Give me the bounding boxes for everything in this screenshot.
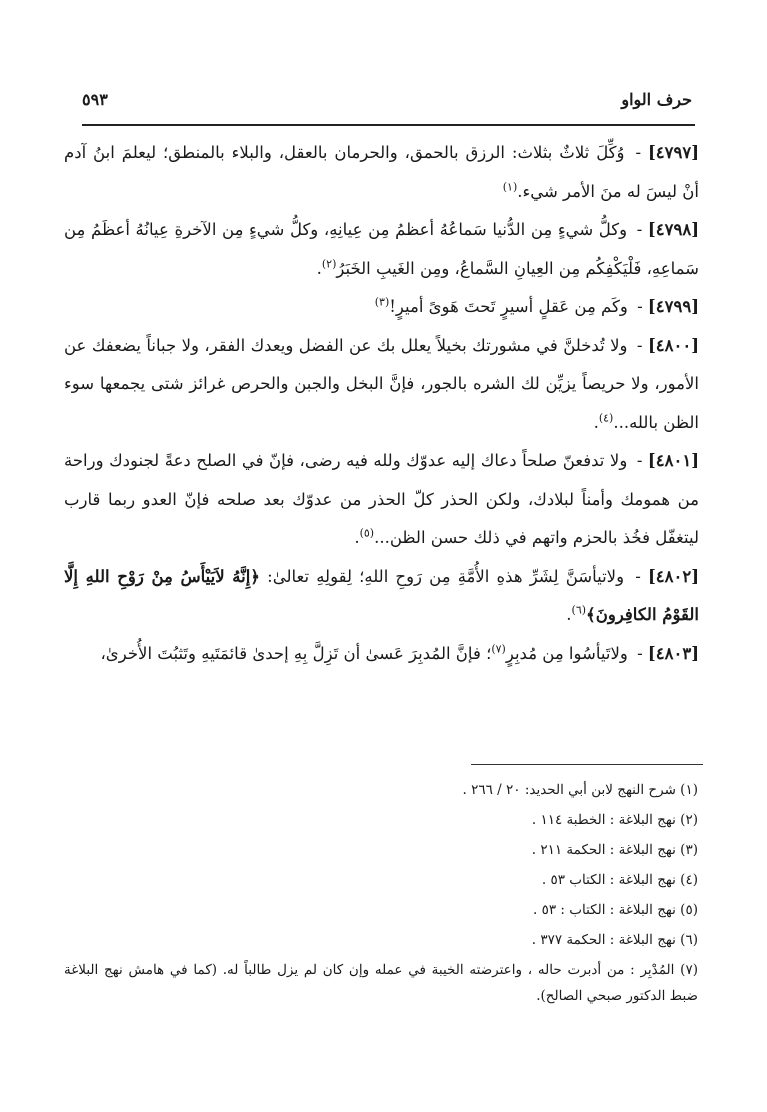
entry-4800: [٤٨٠٠] - ولا تُدخلنَّ في مشورتك بخيلاً يعلل بك عن الفضل ويعدك الفقر، ولا جباناً يضعفك عن الأمور، ولا حريصاً يزيِّن لك الشره بالجور، فإنَّ البخل والجبن والحرص غرائز شتى يجمعها سوء الظن بالله...$^{(٤)}$.	[64, 335, 700, 432]
footnote-ref: (١)	[502, 180, 518, 193]
footnote-ref: (٢)	[321, 257, 337, 270]
footnote-3: (٣) نهج البلاغة : الحكمة ٢١١ .	[531, 842, 698, 858]
entry-text: وُكِّلَ ثلاثٌ بثلاث: الرزق بالحمق، والحرمان بالعقل، والبلاء بالمنطق؛ ليعلمَ ابنُ آدم أنْ ليسَ له منَ الأمر شيء.	[64, 143, 699, 201]
footnote-rule	[471, 764, 703, 765]
entry-text: وكَم مِن عَقلٍ أسيرٍ تَحتَ هَوىً أميرٍ!	[389, 297, 628, 316]
footnote-6: (٦) نهج البلاغة : الحكمة ٣٧٧ .	[531, 932, 698, 948]
entry-number: [٤٨٠١]	[647, 451, 699, 470]
entry-number: [٤٨٠٠]	[647, 335, 700, 355]
entry-text: ولا تدفعنّ صلحاً دعاك إليه عدوّك ولله فيه رضى، فإنّ في الصلح دعةً لجنودك وراحة من همومك وأمناً لبلادك، ولكن الحذر كلّ الحذر من عدوّك بعد صلحه فإنّ العدو ربما قارب ليتغفّل فخُذ بالحزم واتهم في ذلك حسن الظن...	[64, 451, 699, 547]
footnote-7: (٧) المُدْبِر : من أدبرت حاله ، واعترضته الخيبة في عمله وإن كان لم يزل طالباً له. (كما في هامش نهج البلاغة ضبط الدكتور صبحي الصالح).	[64, 962, 698, 1004]
entry-text: ولا تُدخلنَّ في مشورتك بخيلاً يعلل بك عن الفضل ويعدك الفقر، ولا جباناً يضعفك عن الأمور، ولا حريصاً يزيِّن لك الشره بالجور، فإنَّ البخل والجبن والحرص غرائز شتى يجمعها سوء الظن بالله...	[64, 335, 699, 432]
entries-list	[64, 134, 699, 673]
entry-4799: [٤٧٩٩] - وكَم مِن عَقلٍ أسيرٍ تَحتَ هَوىً أميرٍ!$^{(٣)}$	[374, 295, 699, 316]
footnote-1: (١) شرح النهج لابن أبي الحديد: ٢٠ / ٢٦٦ .	[462, 782, 698, 798]
entry-text: ولاتَيأسُوا مِن مُدبِرٍ	[505, 643, 628, 663]
page-header	[82, 86, 692, 120]
footnote-ref: (٤)	[598, 411, 614, 424]
entry-4802: [٤٨٠٢] - ولاتيأسَنَّ لِشَرِّ هذهِ الأُمَّةِ مِن رَوحِ اللهِ؛ لِقولِهِ تعالىٰ: ﴿إِنَّهُ لاَيَيْأَسُ مِنْ رَوْحِ اللهِ إِلَّا القَوْمُ الكافِرونَ﴾$^{(٦)}$.	[64, 566, 700, 624]
entry-number: [٤٨٠٢]	[647, 566, 700, 586]
entry-4803: [٤٨٠٣] - ولاتَيأسُوا مِن مُدبِرٍ$^{(٧)}$؛ فإنَّ المُدبِرَ عَسىٰ أن تَزِلَّ بِهِ إحدىٰ قائمَتَيهِ وتَثبُتَ الأُخرىٰ،	[100, 642, 699, 663]
footnote-2: (٢) نهج البلاغة : الخطبة ١١٤ .	[531, 812, 698, 828]
entry-number: [٤٧٩٩]	[647, 297, 699, 316]
entry-number: [٤٧٩٧]	[647, 143, 700, 162]
entry-number: [٤٨٠٣]	[647, 643, 699, 663]
footnote-ref: (٧)	[491, 642, 506, 655]
quran-verse: ﴿إِنَّهُ لاَيَيْأَسُ مِنْ رَوْحِ اللهِ إِلَّا القَوْمُ الكافِرونَ﴾	[64, 566, 699, 624]
header-rule	[82, 124, 695, 126]
entry-text: وكلُّ شيءٍ مِن الدُّنيا سَماعُهُ أعظمُ مِن عِيانِهِ، وكلُّ شيءٍ مِن الآخرةِ عِيانُهُ أعظَمُ مِن سَماعِهِ، فَلْيَكْفِكُم مِن العِيانِ السَّماعُ، ومِن الغَيبِ الخَبَرُ	[64, 220, 699, 278]
footnote-ref: (٣)	[374, 295, 390, 309]
chapter-title: حرف الواو	[621, 90, 692, 109]
footnote-ref: (٦)	[571, 603, 587, 617]
entry-4801: [٤٨٠١] - ولا تدفعنّ صلحاً دعاك إليه عدوّك ولله فيه رضى، فإنّ في الصلح دعةً لجنودك وراحة من همومك وأمناً لبلادك، ولكن الحذر كلّ الحذر من عدوّك بعد صلحه فإنّ العدو ربما قارب ليتغفّل فخُذ بالحزم واتهم في ذلك حسن الظن...$^{(٥)}$.	[64, 451, 699, 547]
entry-4798: [٤٧٩٨] - وكلُّ شيءٍ مِن الدُّنيا سَماعُهُ أعظمُ مِن عِيانِهِ، وكلُّ شيءٍ مِن الآخرةِ عِيانُهُ أعظَمُ مِن سَماعِهِ، فَلْيَكْفِكُم مِن العِيانِ السَّماعُ، ومِن الغَيبِ الخَبَرُ$^{(٢)}$.	[64, 220, 699, 278]
footnotes	[64, 775, 698, 1009]
entry-text-continued: ؛ فإنَّ المُدبِرَ عَسىٰ أن تَزِلَّ بِهِ إحدىٰ قائمَتَيهِ وتَثبُتَ الأُخرىٰ،	[100, 643, 492, 663]
entry-4797: [٤٧٩٧] - وُكِّلَ ثلاثٌ بثلاث: الرزق بالحمق، والحرمان بالعقل، والبلاء بالمنطق؛ ليعلمَ ابنُ آدم أنْ ليسَ له منَ الأمر شيء.$^{(١)}$	[64, 143, 700, 201]
entry-text: ولاتيأسَنَّ لِشَرِّ هذهِ الأُمَّةِ مِن رَوحِ اللهِ؛ لِقولِهِ تعالىٰ:	[267, 566, 625, 586]
footnote-4: (٤) نهج البلاغة : الكتاب ٥٣ .	[541, 872, 698, 888]
footnote-ref: (٥)	[359, 526, 375, 540]
page-number: ٥٩٣	[82, 90, 108, 109]
entry-number: [٤٧٩٨]	[647, 220, 699, 239]
footnote-5: (٥) نهج البلاغة : الكتاب : ٥٣ .	[533, 902, 698, 918]
